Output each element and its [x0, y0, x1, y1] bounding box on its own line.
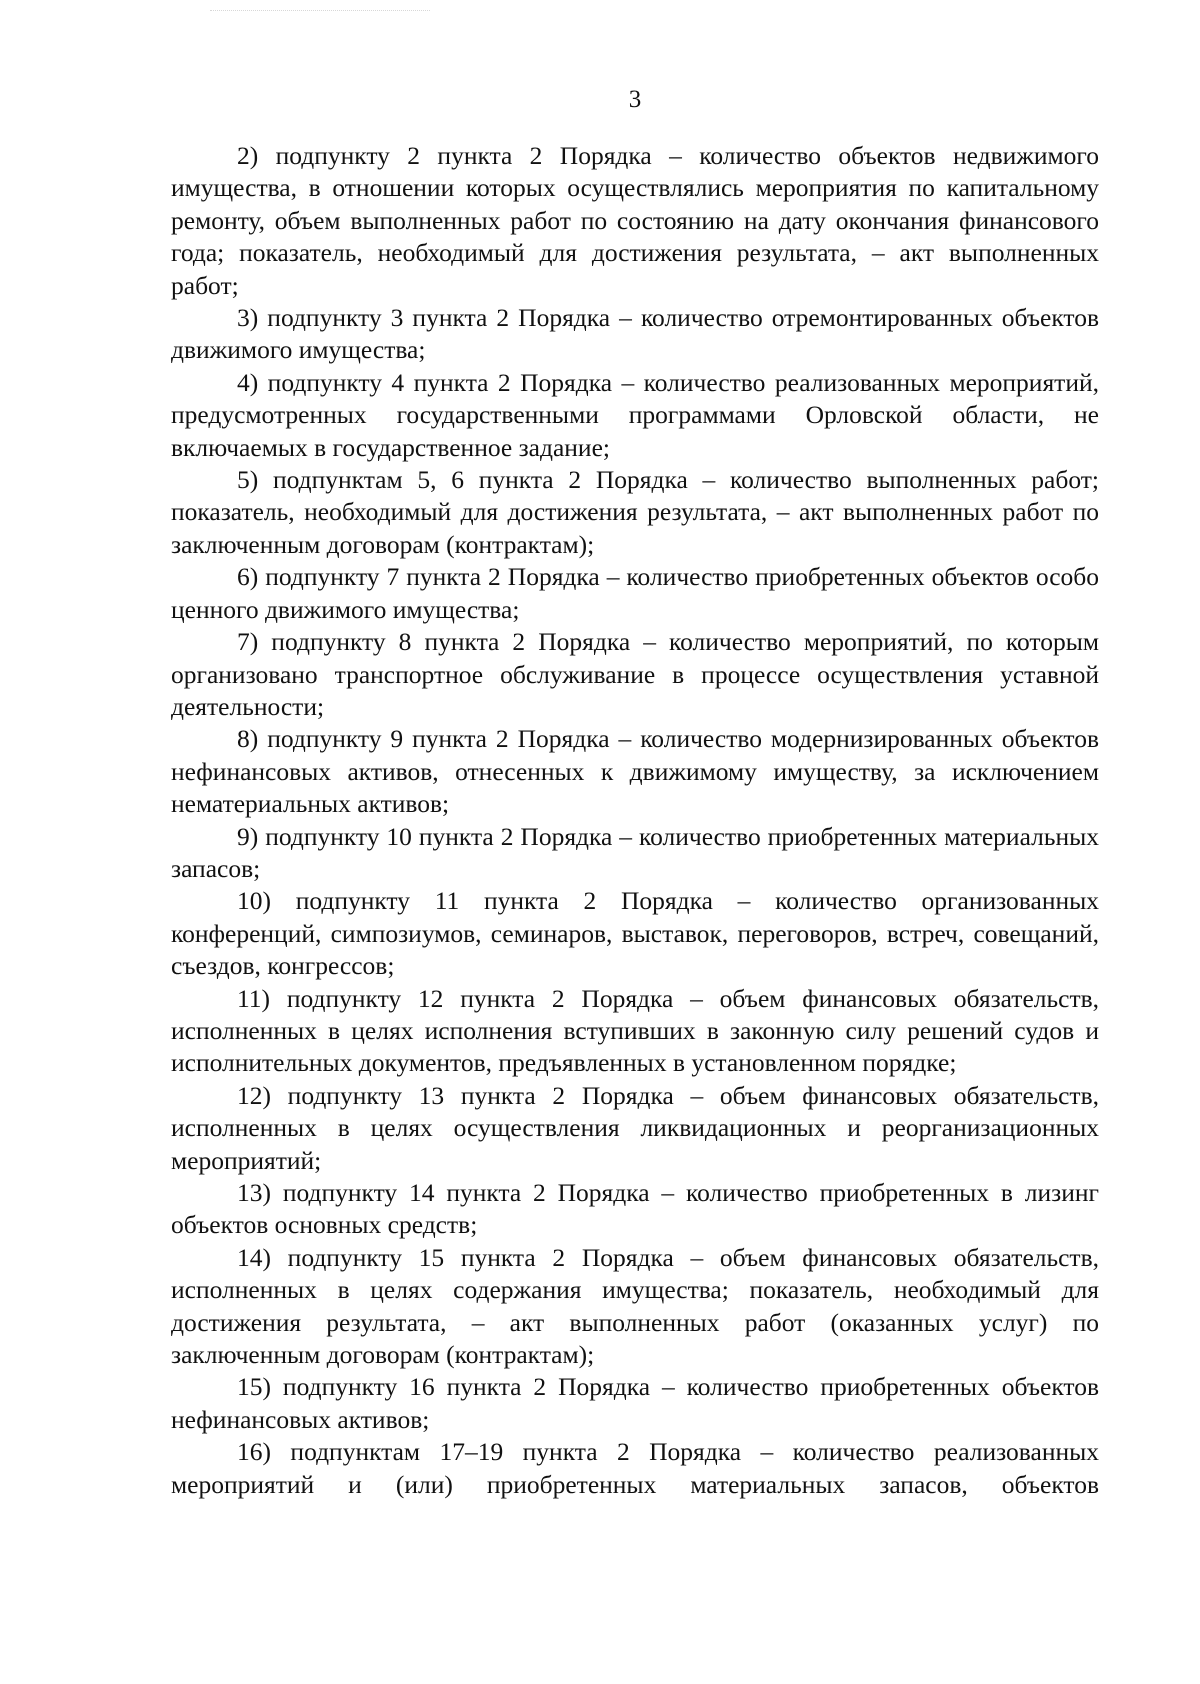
page-number: 3: [628, 86, 642, 113]
list-item: 8) подпункту 9 пункта 2 Порядка – количество модернизированных объектов нефинансовых активов, отнесенных к движимому имуществу, за исключением нематериальных активов;: [171, 724, 1099, 819]
list-item: 2) подпункту 2 пункта 2 Порядка – количество объектов недвижимого имущества, в отношении которых осуществлялись мероприятия по капитальному ремонту, объем выполненных работ по состоянию на дату окончания финансового года; показатель, необходимый для достижения результата, – акт выполненных работ;: [171, 141, 1099, 300]
list-item: 4) подпункту 4 пункта 2 Порядка – количество реализованных мероприятий, предусмотренных государственными программами Орловской области, не включаемых в государственное задание;: [171, 367, 1099, 462]
document-body: [171, 140, 1099, 1501]
list-item: 16) подпунктам 17–19 пункта 2 Порядка – количество реализованных мероприятий и (или) приобретенных материальных запасов, объектов: [171, 1437, 1099, 1499]
list-item: 10) подпункту 11 пункта 2 Порядка – количество организованных конференций, симпозиумов, семинаров, выставок, переговоров, встреч, совещаний, съездов, конгрессов;: [171, 886, 1099, 981]
list-item: 5) подпунктам 5, 6 пункта 2 Порядка – количество выполненных работ; показатель, необходимый для достижения результата, – акт выполненных работ по заключенным договорам (контрактам);: [171, 465, 1099, 559]
list-item: 15) подпункту 16 пункта 2 Порядка – количество приобретенных объектов нефинансовых активов;: [171, 1372, 1099, 1434]
scan-artifact: [210, 10, 430, 15]
list-item: 11) подпункту 12 пункта 2 Порядка – объем финансовых обязательств, исполненных в целях исполнения вступивших в законную силу решений судов и исполнительных документов, предъявленных в установленном порядке;: [171, 983, 1099, 1078]
list-item: 3) подпункту 3 пункта 2 Порядка – количество отремонтированных объектов движимого имущества;: [171, 303, 1099, 365]
list-item: 14) подпункту 15 пункта 2 Порядка – объем финансовых обязательств, исполненных в целях содержания имущества; показатель, необходимый для достижения результата, – акт выполненных работ (оказанных услуг) по заключенным договорам (контрактам);: [171, 1242, 1099, 1370]
list-item: 7) подпункту 8 пункта 2 Порядка – количество мероприятий, по которым организовано транспортное обслуживание в процессе осуществления уставной деятельности;: [171, 627, 1099, 721]
list-item: 9) подпункту 10 пункта 2 Порядка – количество приобретенных материальных запасов;: [171, 821, 1099, 883]
list-item: 6) подпункту 7 пункта 2 Порядка – количество приобретенных объектов особо ценного движимого имущества;: [171, 562, 1099, 624]
list-item: 12) подпункту 13 пункта 2 Порядка – объем финансовых обязательств, исполненных в целях осуществления ликвидационных и реорганизационных мероприятий;: [171, 1080, 1099, 1175]
list-item: 13) подпункту 14 пункта 2 Порядка – количество приобретенных в лизинг объектов основных средств;: [171, 1178, 1099, 1240]
